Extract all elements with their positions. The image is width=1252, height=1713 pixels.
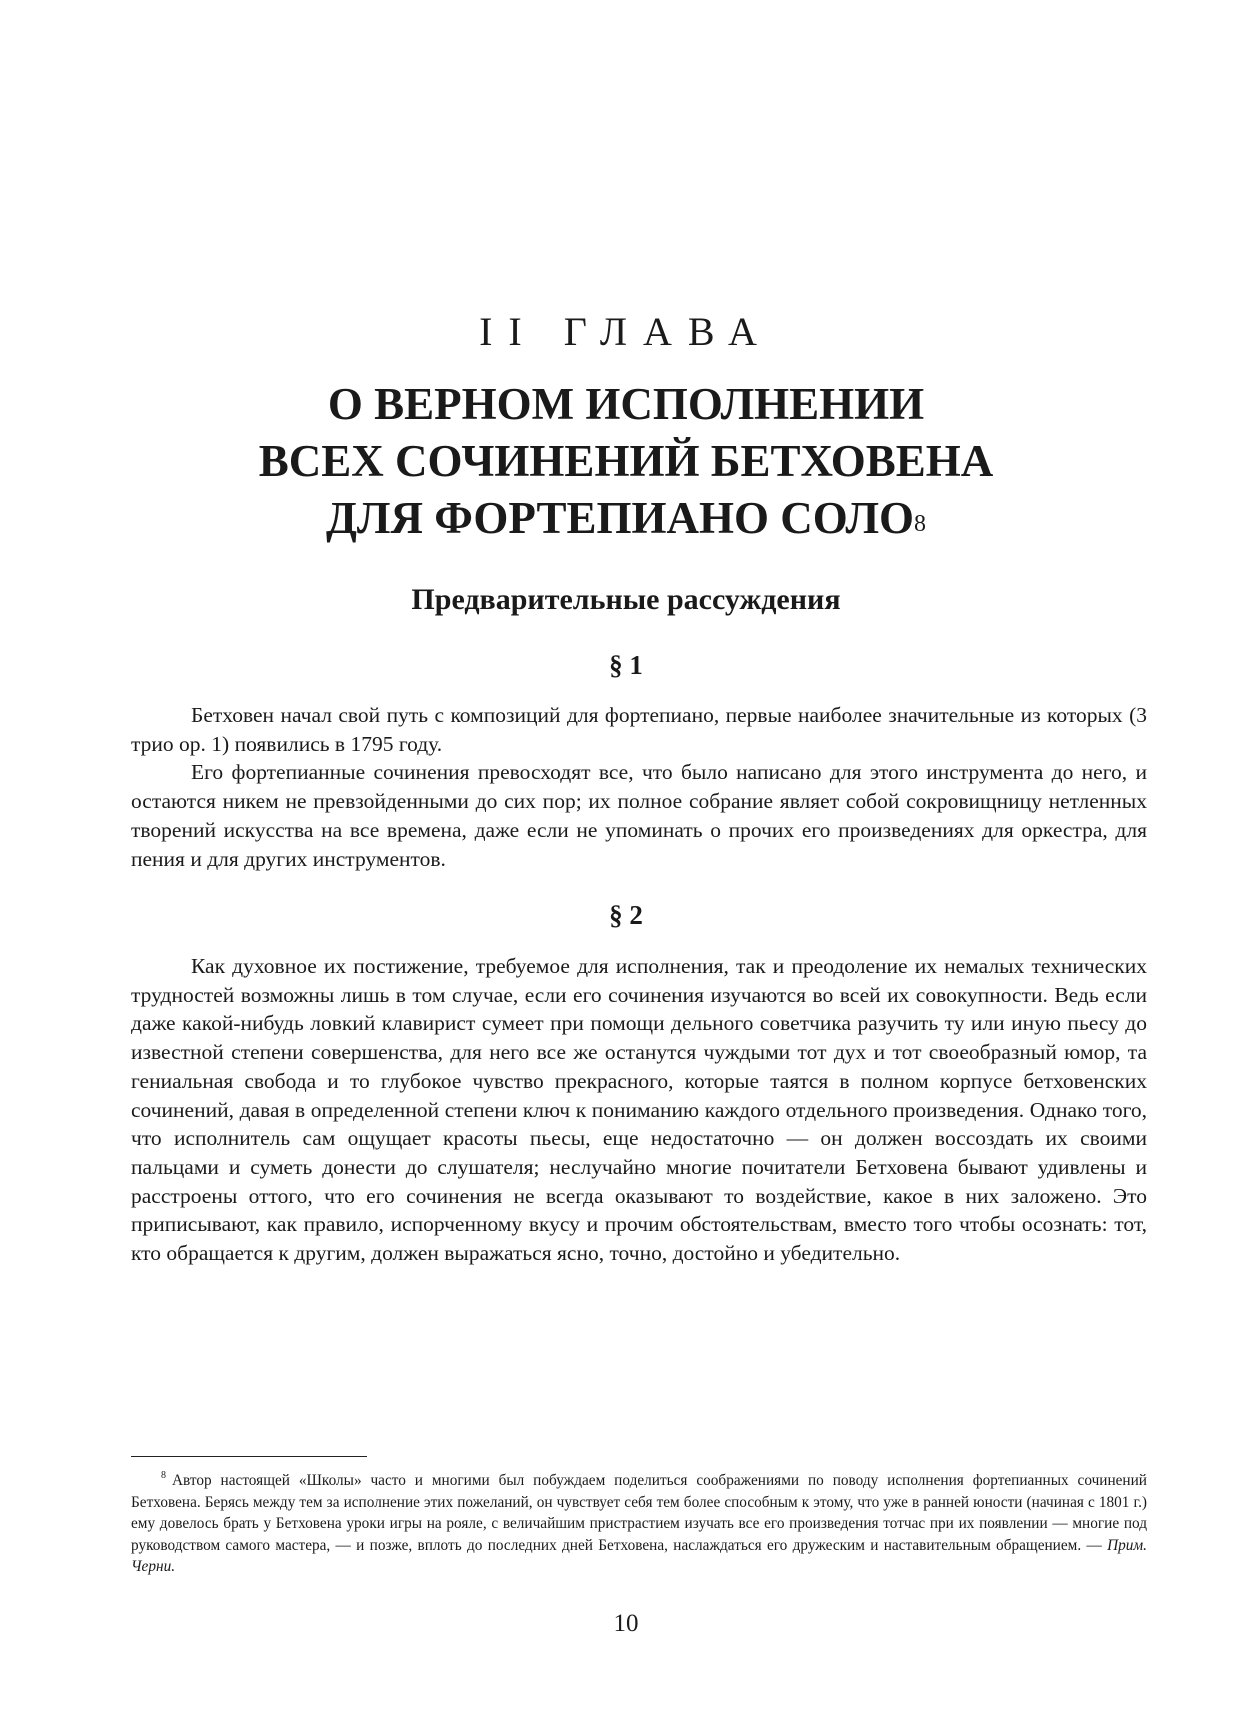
paragraph-body-1: [131, 701, 1147, 873]
chapter-title-line-3: [0, 490, 1252, 547]
chapter-title-line-3-text: ДЛЯ ФОРТЕПИАНО СОЛО: [325, 493, 915, 543]
chapter-title: [0, 376, 1252, 547]
page-number: 10: [613, 1610, 639, 1637]
footnote-mark: 8: [161, 1470, 166, 1481]
text-paragraph: Бетховен начал свой путь с композиций для фортепиано, первые наиболее значительные из которых (3 трио op. 1) появились в 1795 году.: [131, 703, 1147, 756]
footnote-reference[interactable]: 8: [914, 511, 927, 537]
footnote-rule: [131, 1456, 367, 1457]
chapter-title-line-2: ВСЕХ СОЧИНЕНИЙ БЕТХОВЕНА: [258, 436, 994, 486]
footnote-text: Автор настоящей «Школы» часто и многими был побуждаем поделиться соображениями по поводу исполнения фортепианных сочинений Бетховена. Берясь между тем за исполнение этих пожеланий, он чувствует себя тем более способным к этому, что уже в ранней юности (начиная с 1801 г.) ему довелось брать у Бетховена уроки игры на рояле, с величайшим пристрастием изучать все его произведения тотчас при их появлении — многие под руководством самого мастера, — и позже, вплоть до последних дней Бетховена, наслаждаться его дружеским и наставительным обращением. —: [131, 1472, 1147, 1554]
paragraph-body-2: [131, 952, 1147, 1268]
paragraph-number-2: § 2: [609, 900, 643, 930]
footnote-attribution: Прим. Черни.: [131, 1536, 1148, 1576]
chapter-label: II ГЛАВА: [479, 309, 773, 354]
section-heading: Предварительные рассуждения: [411, 583, 841, 616]
text-paragraph: Как духовное их постижение, требуемое для исполнения, так и преодоление их немалых технических трудностей возможны лишь в том случае, если его сочинения изучаются во всей их совокупности. Ведь если даже какой-нибудь ловкий клавирист сумеет при помощи дельного советчика разучить ту или иную пьесу до известной степени совершенства, для него все же останутся чуждыми тот дух и тот своеобразный юмор, та гениальная свобода и то глубокое чувство прекрасного, которые таятся в полном корпусе бетховенских сочинений, давая в определенной степени ключ к пониманию каждого отдельного произведения. Однако того, что исполнитель сам ощущает красоты пьесы, еще недостаточно — он должен воссоздать их своими пальцами и суметь донести до слушателя; неслучайно многие почитатели Бетховена бывают удивлены и расстроены оттого, что его сочинения не всегда оказывают то воздействие, какое в них заложено. Это приписывают, как правило, испорченному вкусу и прочим обстоятельствам, вместо того чтобы осознать: тот, кто обращается к другим, должен выражаться ясно, точно, достойно и убедительно.: [131, 954, 1147, 1266]
footnote: [131, 1466, 1147, 1578]
text-paragraph: Его фортепианные сочинения превосходят все, что было написано для этого инструмента до него, и остаются никем не превзойденными до сих пор; их полное собрание являет собой сокровищницу нетленных творений искусства на все времена, даже если не упоминать о прочих его произведениях для оркестра, для пения и для других инструментов.: [131, 760, 1147, 871]
chapter-title-line-1: О ВЕРНОМ ИСПОЛНЕНИИ: [327, 379, 925, 429]
paragraph-number-1: § 1: [609, 650, 643, 680]
